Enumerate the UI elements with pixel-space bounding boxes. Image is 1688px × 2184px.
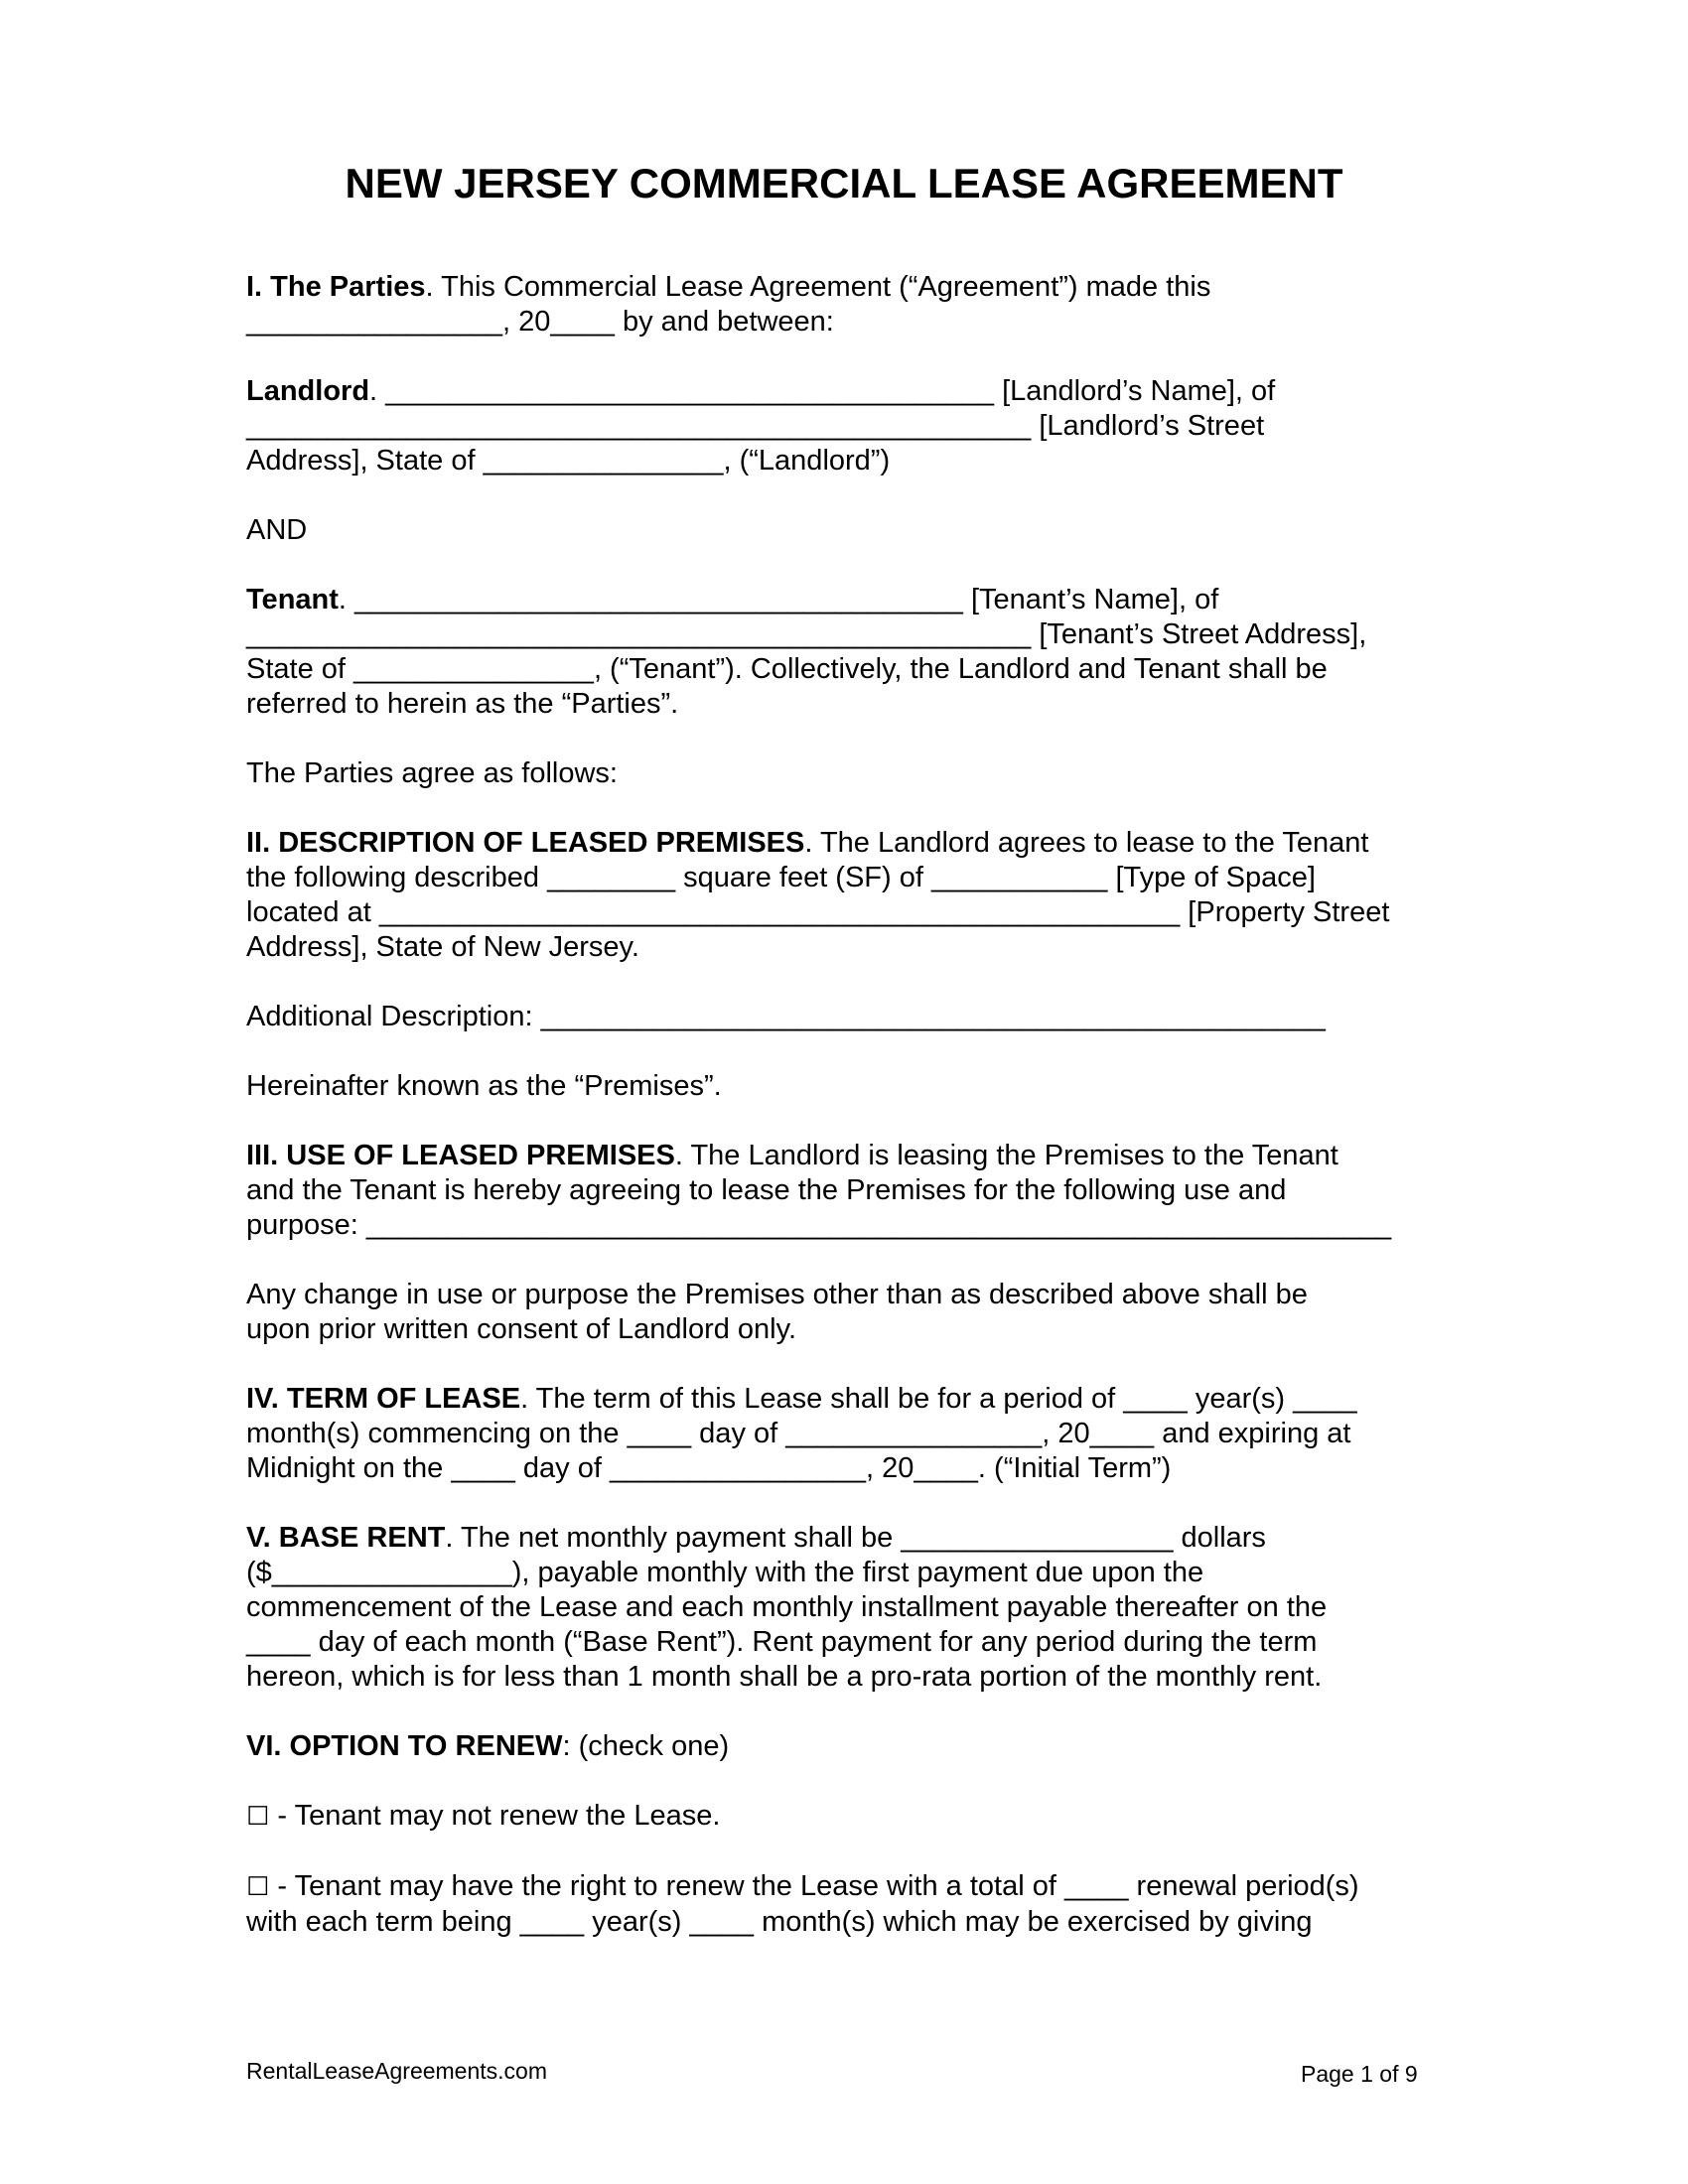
tenant-street-field: _________________________________________________ [Tenant’s Street Address], — [246, 618, 1367, 650]
section-landlord — [246, 374, 1438, 478]
and-text: AND — [246, 514, 308, 546]
use-purpose-field: purpose: ________________________________________________________________ — [246, 1209, 1392, 1241]
document-title: NEW JERSEY COMMERCIAL LEASE AGREEMENT — [345, 160, 1343, 206]
renew-heading: VI. OPTION TO RENEW — [246, 1730, 563, 1762]
rent-text-2: ($_______________), payable monthly with the first payment due upon the — [246, 1557, 1204, 1588]
description-heading: II. DESCRIPTION OF LEASED PREMISES — [246, 827, 805, 859]
parties-text-1: . This Commercial Lease Agreement (“Agreement”) made this — [425, 271, 1211, 303]
rent-heading: V. BASE RENT — [246, 1522, 446, 1554]
tenant-state-field: State of _______________, (“Tenant”). Collectively, the Landlord and Tenant shall be — [246, 653, 1328, 685]
checkbox-icon[interactable]: ☐ — [246, 1872, 270, 1902]
description-text-4: Address], State of New Jersey. — [246, 931, 639, 963]
checkbox-icon[interactable]: ☐ — [246, 1802, 270, 1832]
landlord-state-field: Address], State of _______________, (“Landlord”) — [246, 445, 891, 477]
landlord-street-field: _________________________________________________ [Landlord’s Street — [246, 410, 1265, 442]
change-text-1: Any change in use or purpose the Premises other than as described above shall be — [246, 1279, 1308, 1310]
use-heading: III. USE OF LEASED PREMISES — [246, 1140, 675, 1171]
renew-option-1-text: - Tenant may not renew the Lease. — [277, 1800, 721, 1832]
renew-option-1 — [246, 1799, 1438, 1835]
tenant-name-field: . ______________________________________ [Tenant’s Name], of — [338, 584, 1219, 615]
rent-text-5: hereon, which is for less than 1 month shall be a pro-rata portion of the monthly rent. — [246, 1661, 1323, 1693]
rent-text-1: . The net monthly payment shall be _________________ dollars — [445, 1522, 1266, 1554]
rent-text-4: ____ day of each month (“Base Rent”). Rent payment for any period during the term — [246, 1626, 1318, 1658]
footer-page-number: Page 1 of 9 — [1301, 2061, 1418, 2087]
change-text-2: upon prior written consent of Landlord only. — [246, 1313, 797, 1345]
additional-description-field: Additional Description: _________________________________________________ — [246, 1001, 1326, 1032]
term-text-1: . The term of this Lease shall be for a period of ____ year(s) ____ — [520, 1383, 1357, 1415]
agree-text: The Parties agree as follows: — [246, 757, 618, 789]
document-body — [246, 270, 1438, 1975]
section-use — [246, 1139, 1438, 1243]
term-text-2: month(s) commencing on the ____ day of ________________, 20____ and expiring at — [246, 1418, 1351, 1449]
renew-option-2-text-2: with each term being ____ year(s) ____ month(s) which may be exercised by giving — [246, 1906, 1313, 1938]
tenant-label: Tenant — [246, 584, 339, 615]
use-text-1: . The Landlord is leasing the Premises to the Tenant — [674, 1140, 1338, 1171]
renew-option-2 — [246, 1869, 1438, 1940]
section-description — [246, 826, 1438, 965]
parties-text-2: ________________, 20____ by and between: — [246, 306, 834, 338]
description-text-3: located at __________________________________________________ [Property Street — [246, 896, 1390, 928]
description-text-1: . The Landlord agrees to lease to the Tenant — [804, 827, 1369, 859]
parties-heading: I. The Parties — [246, 271, 426, 303]
tenant-text-4: referred to herein as the “Parties”. — [246, 688, 679, 720]
footer-site: RentalLeaseAgreements.com — [246, 2058, 547, 2084]
term-text-3: Midnight on the ____ day of ________________, 20____. (“Initial Term”) — [246, 1452, 1172, 1484]
renew-suffix: : (check one) — [562, 1730, 730, 1762]
section-rent — [246, 1521, 1438, 1695]
renew-option-2-text-1: - Tenant may have the right to renew the Lease with a total of ____ renewal period(s) — [277, 1870, 1359, 1902]
section-tenant — [246, 583, 1438, 722]
section-parties — [246, 270, 1438, 340]
section-term — [246, 1382, 1438, 1486]
description-text-2: the following described ________ square feet (SF) of ___________ [Type of Space] — [246, 862, 1316, 893]
section-change — [246, 1278, 1438, 1347]
use-text-2: and the Tenant is hereby agreeing to lease the Premises for the following use and — [246, 1174, 1287, 1206]
landlord-name-field: . ______________________________________ [Landlord’s Name], of — [369, 375, 1276, 407]
hereinafter-text: Hereinafter known as the “Premises”. — [246, 1070, 722, 1102]
landlord-label: Landlord — [246, 375, 370, 407]
term-heading: IV. TERM OF LEASE — [246, 1383, 521, 1415]
rent-text-3: commencement of the Lease and each monthly installment payable thereafter on the — [246, 1591, 1328, 1623]
section-renew — [246, 1729, 1438, 1764]
